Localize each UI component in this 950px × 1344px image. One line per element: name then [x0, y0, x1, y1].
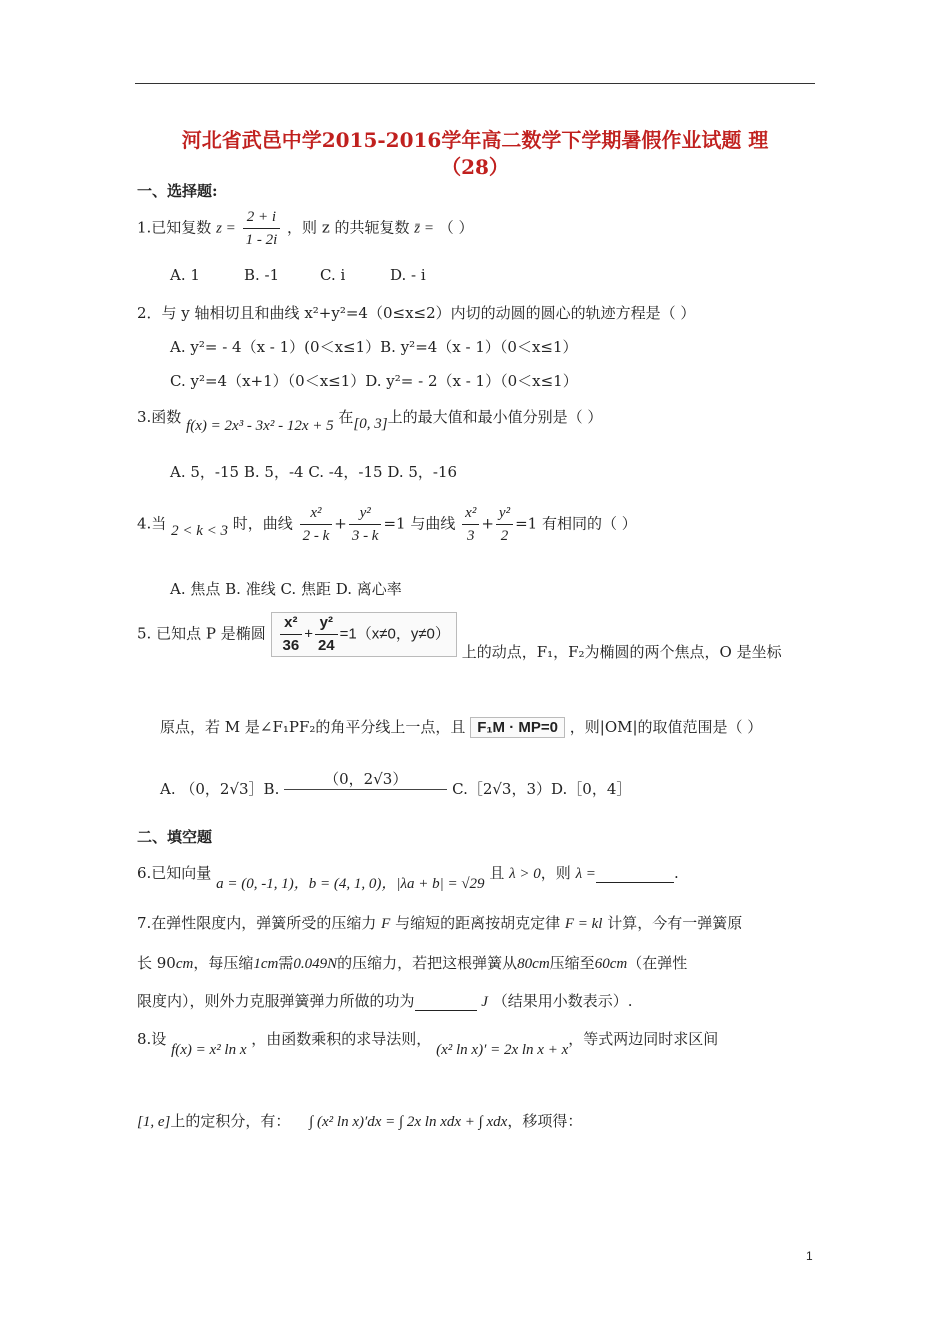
q3-mid: 在: [338, 408, 354, 426]
q6-end: .: [673, 864, 679, 882]
q6-prefix: 6.已知向量: [137, 864, 212, 882]
q4-frac-4-den: 2: [500, 528, 509, 544]
q7-80cm: 80cm: [517, 956, 550, 972]
q8-interval: [1, e]: [137, 1114, 171, 1130]
q1-denominator: 1 - 2i: [245, 232, 278, 248]
q7-line2-c: 需: [278, 954, 294, 972]
q3-interval: [0, 3]: [353, 416, 388, 432]
header-rule: [135, 83, 815, 84]
q4-frac-3: [462, 504, 479, 545]
q7-60cm: 60cm: [594, 956, 628, 972]
q8-prefix: 8.设: [137, 1030, 167, 1048]
q4-frac-4-num: y²: [496, 504, 513, 525]
page-number: 1: [806, 1249, 813, 1263]
q4-frac-1-den: 2 - k: [302, 528, 330, 544]
q6-tail: ，则: [540, 864, 571, 882]
q1-paren: （ ）: [438, 218, 474, 237]
q2-options-cd: C. y²=4（x+1）（0＜x≤1）D. y²= - 2（x - 1）（0＜x≤1）: [170, 372, 578, 390]
q4-prefix: 4.当: [137, 514, 167, 533]
q4-mid2: 与曲线: [410, 514, 456, 533]
q1-option-b: B. -1: [244, 266, 280, 284]
q4-suffix: 有相同的（ ）: [541, 514, 637, 533]
q1-z: z =: [216, 220, 236, 237]
q6-mid: 且: [489, 864, 505, 882]
q5-line2-prefix: 原点，若 M 是∠F₁PF₂的角平分线上一点，且: [160, 718, 466, 736]
q1-option-d: D. - i: [390, 266, 426, 284]
q4-frac-2-num: y²: [349, 504, 382, 525]
q8-suffix: ，等式两边同时求区间: [568, 1030, 719, 1048]
q5-line-2: [160, 716, 762, 737]
q4-frac-1: [300, 504, 333, 545]
question-3: [137, 406, 603, 434]
q4-frac-3-num: x²: [462, 504, 479, 525]
section-1-heading: 一、选择题:: [137, 182, 218, 200]
q5-frac-2-num: y²: [315, 614, 338, 635]
q5-frac-1: [280, 614, 303, 655]
question-1: [137, 208, 474, 249]
q6-condition: λ > 0: [509, 866, 541, 882]
q6-vector-b: ，b = (4, 1, 0): [293, 876, 382, 892]
q3-suffix: 上的最大值和最小值分别是（ ）: [387, 408, 603, 426]
q4-frac-2-den: 3 - k: [351, 528, 379, 544]
section-2-heading: 二、填空题: [137, 828, 213, 846]
q5-option-c: C.［2√3，3）D.［0，4］: [452, 780, 632, 798]
question-5: [137, 612, 782, 661]
q5-frac-2-den: 24: [317, 637, 335, 654]
q8-fx: f(x) = x² ln x: [171, 1042, 247, 1058]
q5-condition: =1（x≠0，y≠0）: [339, 625, 450, 643]
q4-options: A. 焦点 B. 准线 C. 焦距 D. 离心率: [170, 580, 402, 598]
question-7-line-3: [137, 990, 633, 1011]
q8-derivative: (x² ln x)′ = 2x ln x + x: [436, 1042, 569, 1058]
q6-lambda: λ =: [575, 866, 596, 882]
q2-options-ab: A. y²= - 4（x - 1）(0＜x≤1）B. y²=4（x - 1）（0＜x≤1）: [170, 338, 578, 356]
q7-line2-b: ，每压缩: [193, 954, 254, 972]
q4-eq-2: =1: [515, 514, 538, 533]
q7-cm: cm: [175, 956, 194, 972]
q6-norm: ，|λa + b| = √29: [381, 876, 485, 892]
q7-line3-a: 限度内），则外力克服弹簧弹力所做的功为: [137, 992, 415, 1010]
q5-prefix: 5. 已知点 P 是椭圆: [137, 624, 266, 643]
q7-line2-e: 压缩至: [549, 954, 595, 972]
q7-force: 0.049N: [293, 956, 338, 972]
q6-answer-blank: [596, 866, 674, 883]
q7-1cm: 1cm: [253, 956, 279, 972]
q7-line3-b: （结果用小数表示）.: [492, 992, 633, 1010]
q7-answer-blank: [415, 994, 477, 1011]
question-4: 4.当 2 < k < 3 时，曲线 $\frac{\text{x²}}{2 - k}$ + $\frac{\text{y²}}{3 - k}$ =1 与曲线 $\frac{\text{x²}}{3}$ + $\frac{\text{y²}}{2}$ =1 有相同的（ ）: [137, 505, 637, 544]
question-8-line-2: [137, 1110, 582, 1131]
q7-line2-d: 的压缩力，若把这根弹簧从: [337, 954, 518, 972]
q4-frac-3-den: 3: [467, 528, 475, 544]
q8-mid: ，由函数乘积的求导法则，: [251, 1030, 432, 1048]
q1-prefix: 1.已知复数: [137, 218, 212, 237]
q7-line2-f: （在弹性: [627, 954, 688, 972]
q4-frac-4: [496, 504, 513, 545]
q3-formula: f(x) = 2x³ - 3x² - 12x + 5: [186, 418, 334, 434]
q4-frac-2: [349, 504, 382, 545]
q8-line2-c: ，移项得：: [507, 1112, 583, 1130]
q5-frac-1-den: 36: [282, 637, 300, 654]
q5-suffix: 上的动点，F₁，F₂为椭圆的两个焦点，O 是坐标: [461, 642, 782, 661]
q1-suffix: ，则 z 的共轭复数: [287, 218, 410, 237]
q7-hooke-law: F = kl: [564, 916, 603, 932]
title-line-2: （28）: [441, 155, 509, 179]
title-line-1: 河北省武邑中学2015-2016学年高二数学下学期暑假作业试题 理: [181, 128, 769, 152]
q5-frac-1-num: x²: [280, 614, 303, 635]
question-2: 2．与 y 轴相切且和曲线 x²+y²=4（0≤x≤2）内切的动圆的圆心的轨迹方程是（ ）: [137, 304, 696, 322]
q5-options: [160, 770, 632, 800]
q7-line1-a: 7.在弹性限度内，弹簧所受的压缩力: [137, 914, 377, 932]
q1-zbar: z̄ =: [414, 220, 434, 237]
q8-integral: ∫ (x² ln x)′dx = ∫ 2x ln xdx + ∫ xdx: [309, 1114, 508, 1130]
q7-F: F: [381, 916, 391, 932]
q5-line2-suffix: ，则|OM|的取值范围是（ ）: [569, 718, 763, 736]
q7-J: J: [481, 994, 488, 1010]
question-6: [137, 862, 679, 892]
q5-frac-2: [315, 614, 338, 655]
q5-option-a: A. （0，2√3］B.: [160, 780, 280, 798]
q7-line1-c: 计算，今有一弹簧原: [607, 914, 743, 932]
q7-line1-b: 与缩短的距离按胡克定律: [395, 914, 561, 932]
q4-condition: 2 < k < 3: [171, 522, 228, 539]
q4-frac-1-num: x²: [300, 504, 333, 525]
q1-option-c: C. i: [320, 266, 346, 284]
question-7-line-2: [137, 952, 687, 973]
q1-fraction: [243, 208, 281, 249]
q6-vector-a: a = (0, -1, 1): [216, 876, 294, 892]
question-8-line-1: [137, 1028, 719, 1058]
q4-eq-1: =1: [383, 514, 406, 533]
q3-prefix: 3.函数: [137, 408, 182, 426]
q8-line2-b: 上的定积分，有：: [170, 1112, 291, 1130]
q5-ellipse-image: $\frac{\text{x²}}{36}$ + $\frac{\text{y²}}{24}$ =1（x≠0，y≠0）: [271, 612, 457, 657]
q7-line2-a: 长 90: [137, 954, 176, 972]
question-7-line-1: [137, 912, 742, 933]
q3-options: A. 5，-15 B. 5，-4 C. -4，-15 D. 5，-16: [170, 463, 458, 481]
q4-mid1: 时，曲线: [232, 514, 293, 533]
q5-vector-image: F₁M · MP=0: [470, 717, 565, 738]
q1-option-a: A. 1: [170, 266, 200, 284]
q5-option-b: （0，2√3）: [284, 768, 447, 790]
q1-numerator: 2 + i: [243, 208, 281, 229]
